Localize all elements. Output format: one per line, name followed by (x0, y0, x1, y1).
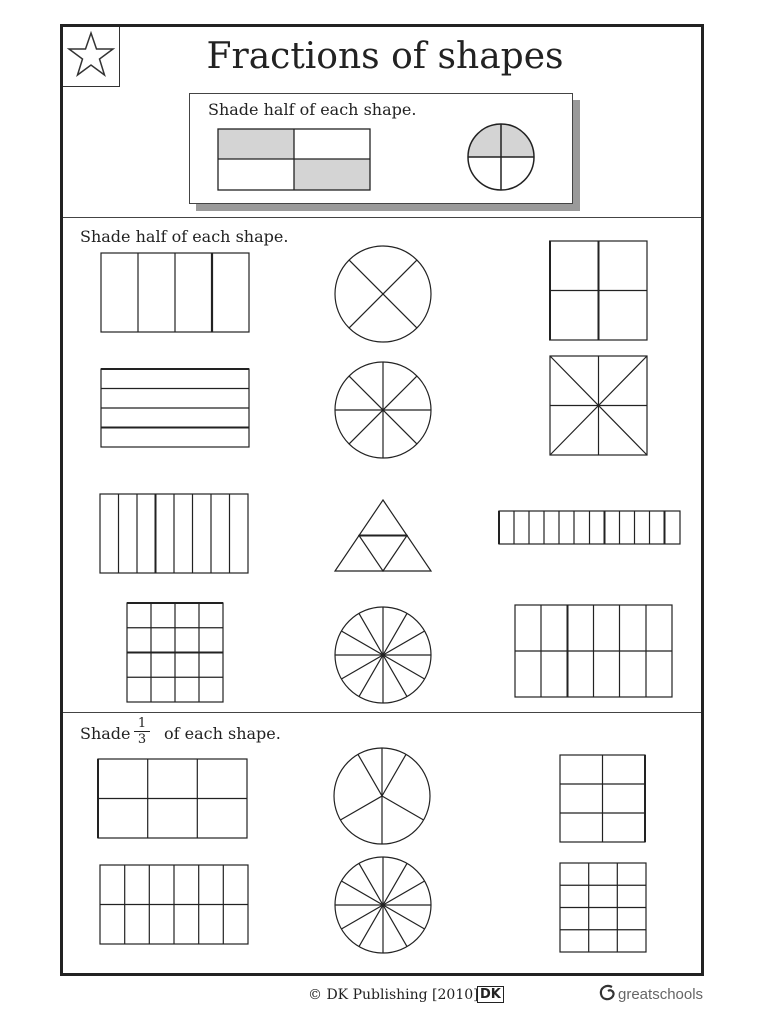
rect-3x2 (98, 759, 247, 838)
circle-quarters-diagonal (335, 246, 431, 342)
greatschools-swirl-icon (598, 983, 618, 1003)
section2-instruction-prefix: Shade (80, 724, 131, 743)
triangle-quarters (335, 500, 431, 571)
section2-instruction-suffix: of each shape. (164, 724, 281, 743)
section1-instruction: Shade half of each shape. (80, 227, 289, 246)
circle-eighths (335, 362, 431, 458)
greatschools-logo (598, 983, 703, 1003)
rect-8-columns (100, 494, 248, 573)
example-circle (468, 124, 534, 190)
fraction-numerator: 1 (134, 716, 150, 732)
strip-12-columns (499, 511, 680, 544)
grid-6x2 (515, 605, 672, 697)
dk-logo: DK (477, 986, 504, 1003)
square-eighths (550, 356, 647, 455)
page-title: Fractions of shapes (206, 36, 564, 77)
grid-2x3 (560, 755, 645, 842)
example-instruction: Shade half of each shape. (208, 100, 417, 119)
copyright-text: © DK Publishing [2010] (308, 987, 479, 1003)
grid-6x2-small (100, 865, 248, 944)
grid-3x4 (560, 863, 646, 952)
circle-twelfths (335, 607, 431, 703)
square-quarters (550, 241, 647, 341)
grid-4x4 (127, 603, 223, 702)
example-rectangle (218, 129, 370, 190)
fraction-denominator: 3 (137, 732, 147, 747)
circle-twelfths-2 (335, 857, 431, 953)
greatschools-wordmark: greatschools (618, 986, 704, 1003)
rect-4-columns (101, 253, 249, 332)
rect-4-rows (101, 369, 249, 447)
circle-sixths (334, 748, 430, 844)
